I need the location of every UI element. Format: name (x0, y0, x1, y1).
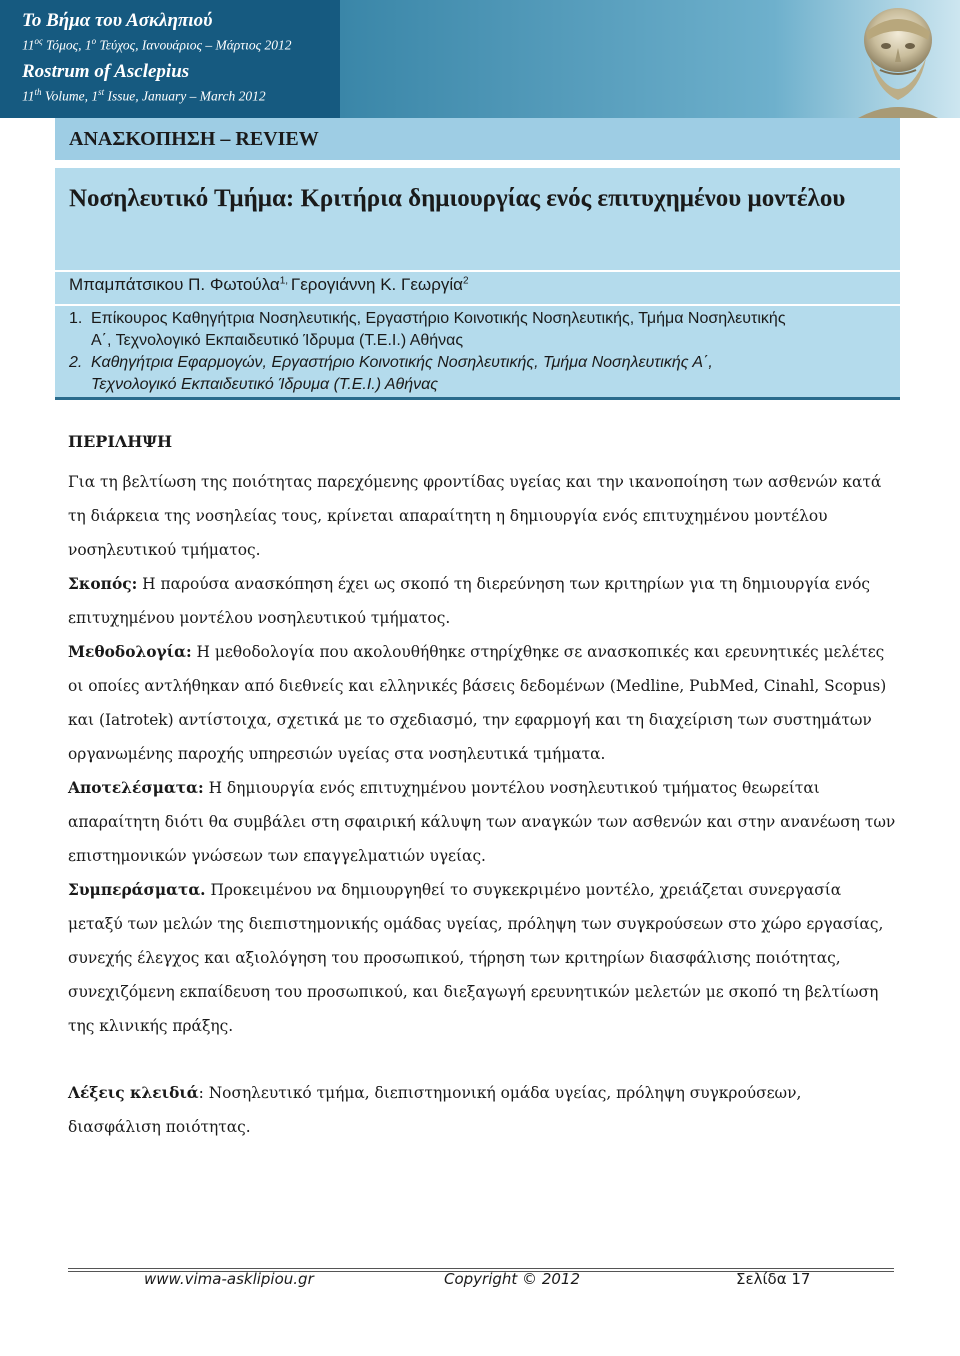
abstract-section (68, 432, 898, 1043)
aim-text: Η παρούσα ανασκόπηση έχει ως σκοπό τη διερεύνηση των κριτηρίων για τη δημιουργία ενός επιτυχημένου μοντέλου νοσηλευτικού τμήματος. (68, 575, 871, 627)
method-label: Μεθοδολογία: (68, 643, 192, 661)
volume-suffix: ος (34, 36, 43, 46)
author-1: Μπαμπάτσικου Π. Φωτούλα (69, 275, 280, 294)
keywords-label: Λέξεις κλειδιά (68, 1084, 199, 1102)
affiliations-list (69, 308, 891, 396)
conclusions-label: Συμπεράσματα. (68, 881, 206, 899)
issue-text-en: Issue, January – March 2012 (104, 88, 266, 103)
affiliation-text-cont: Α΄, Τεχνολογικό Εκπαιδευτικό Ίδρυμα (Τ.Ε.Ι.) Αθήνας (91, 332, 464, 349)
keywords-colon: : (198, 1084, 204, 1102)
aim-label: Σκοπός: (68, 575, 138, 593)
issue-suffix: ο (91, 36, 97, 46)
abstract-intro: Για τη βελτίωση της ποιότητας παρεχόμενης φροντίδας υγείας και την ικανοποίηση των ασθενών κατά τη διάρκεια της νοσηλείας τους, κρίνεται απαραίτητη η δημιουργία ενός επιτυχημένου μοντέλου νοσηλευτικού τμήματος. (68, 473, 882, 559)
results-label: Αποτελέσματα: (68, 779, 204, 797)
keywords-text: Νοσηλευτικό τμήμα, διεπιστημονική ομάδα υγείας, πρόληψη συγκρούσεων, διασφάλιση ποιότητας. (68, 1084, 802, 1136)
volume-suffix-en: th (34, 86, 42, 97)
affiliations-band (55, 306, 900, 400)
keywords-section (68, 1076, 898, 1144)
affiliation-2 (69, 352, 891, 396)
affiliation-text: Καθηγήτρια Εφαρμογών, Εργαστήριο Κοινοτικής Νοσηλευτικής, Τμήμα Νοσηλευτικής Α΄, (91, 354, 713, 371)
authors-line (69, 275, 469, 295)
footer-divider (68, 1268, 894, 1269)
method-text: Η μεθοδολογία που ακολουθήθηκε στηρίχθηκε σε ανασκοπικές και ερευνητικές μελέτες οι οποίες αντλήθηκαν από διεθνείς και ελληνικές βάσεις δεδομένων (Medline, PubMed, Cinahl, Scopus) και (Iatrotek) αντίστοιχα, σχετικά με το σχεδιασμό, την εφαρμογή και τη διαχείριση των συστημάτων οργανωμένης παροχής υπηρεσιών υγείας στα νοσηλευτικά τμήματα. (68, 643, 887, 763)
article-title-band (55, 168, 900, 270)
footer-page-number: Σελίδα 17 (736, 1270, 811, 1288)
affiliation-number: 2. (69, 354, 83, 371)
abstract-conclusions (68, 873, 898, 1043)
issue-suffix-en: st (98, 86, 105, 97)
affiliation-1 (69, 308, 891, 352)
journal-volume-greek (22, 32, 340, 55)
journal-volume-english (22, 83, 340, 106)
author-2: Γερογιάννη Κ. Γεωργία (290, 275, 463, 294)
journal-header (0, 0, 960, 118)
volume-text: Τόμος, 1 (42, 37, 92, 53)
abstract-method (68, 635, 898, 771)
authors-band (55, 272, 900, 304)
article-title: Νοσηλευτικό Τμήμα: Κριτήρια δημιουργίας ενός επιτυχημένου μοντέλου (69, 185, 846, 212)
volume-number-en: 11 (22, 88, 35, 103)
footer-website-link[interactable]: www.vima-asklipiou.gr (144, 1270, 314, 1288)
author-1-affil: 1 (279, 275, 286, 287)
conclusions-text: Προκειμένου να δημιουργηθεί το συγκεκριμένο μοντέλο, χρειάζεται συνεργασία μεταξύ των μελών της διεπιστημονικής ομάδας υγείας, πρόληψη των συγκρούσεων στο χώρο εργασίας, συνεχής έλεγχος και αξιολόγηση του προσωπικού, τήρηση των κριτηρίων διασφάλισης ποιότητας, συνεχιζόμενη εκπαίδευση του προσωπικού, και διεξαγωγή ερευνητικών μελετών με σκοπό τη βελτίωση της κλινικής πράξης. (68, 881, 884, 1035)
journal-masthead (0, 0, 340, 118)
journal-title-greek: Το Βήμα του Ασκληπιού (22, 10, 213, 31)
results-text: Η δημιουργία ενός επιτυχημένου μοντέλου νοσηλευτικού τμήματος θεωρείται απαραίτητη διότι θα συμβάλει στη σφαιρική κάλυψη των αναγκών των ασθενών και στην ανανέωση των επιστημονικών γνώσεων των επαγγελματιών υγείας. (68, 779, 896, 865)
affiliation-number: 1. (69, 310, 83, 327)
affiliation-text-cont: Τεχνολογικό Εκπαιδευτικό Ίδρυμα (Τ.Ε.Ι.) Αθήνας (91, 376, 439, 393)
abstract-aim (68, 567, 898, 635)
author-separator: , (285, 275, 291, 287)
footer-copyright: Copyright © 2012 (444, 1270, 581, 1288)
journal-title-english: Rostrum of Asclepius (22, 60, 190, 82)
issue-text: Τεύχος, Ιανουάριος – Μάρτιος 2012 (96, 37, 292, 53)
article-type-band (55, 118, 900, 160)
page-footer (68, 1270, 894, 1292)
article-type-label: ΑΝΑΣΚΟΠΗΣΗ – REVIEW (69, 128, 319, 150)
abstract-results (68, 771, 898, 873)
asclepius-bust-icon (840, 0, 956, 118)
volume-text-en: Volume, 1 (41, 88, 99, 103)
journal-banner (340, 0, 960, 118)
affiliation-text: Επίκουρος Καθηγήτρια Νοσηλευτικής, Εργαστήριο Κοινοτικής Νοσηλευτικής, Τμήμα Νοσηλευτικής (91, 310, 786, 327)
abstract-heading: ΠΕΡΙΛΗΨΗ (68, 432, 173, 451)
volume-number: 11 (22, 37, 35, 53)
author-2-affil: 2 (462, 275, 469, 287)
